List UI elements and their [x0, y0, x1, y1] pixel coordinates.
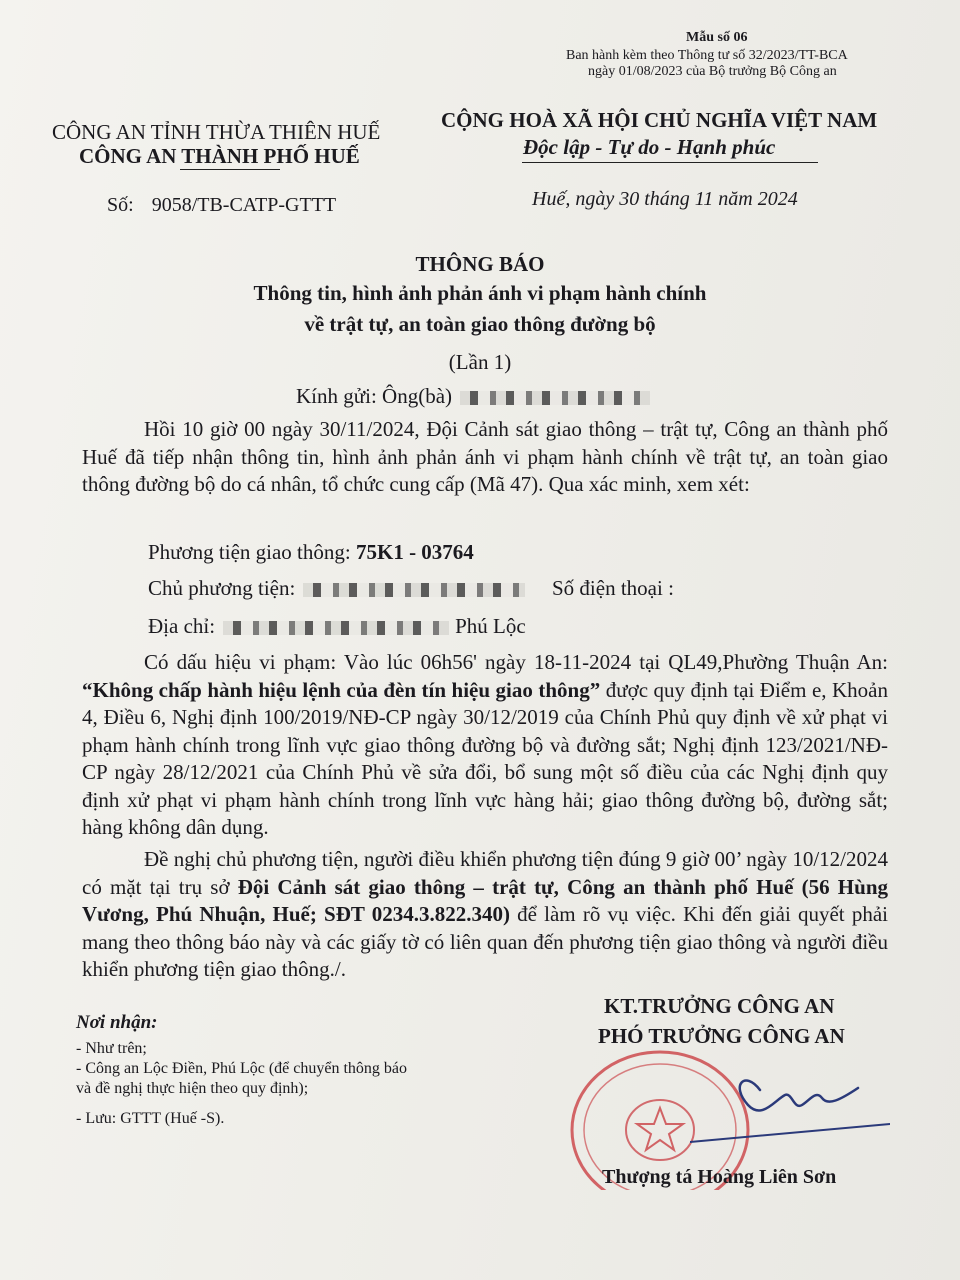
recipient-item: và đề nghị thực hiện theo quy định); [76, 1080, 309, 1097]
redacted-name-block [460, 391, 650, 405]
agency-unit: CÔNG AN THÀNH PHỐ HUẾ [79, 144, 360, 168]
owner-line [148, 576, 525, 601]
notice-subtitle-1: Thông tin, hình ảnh phản ánh vi phạm hành chính [253, 281, 707, 305]
signer-name: Thượng tá Hoàng Liên Sơn [602, 1166, 837, 1188]
vehicle-plate: 75K1 - 03764 [355, 540, 474, 564]
handwritten-signature [690, 1060, 890, 1150]
agency-underline [180, 169, 280, 170]
form-issued-line2: ngày 01/08/2023 của Bộ trưởng Bộ Công an [588, 64, 837, 79]
owner-label: Chủ phương tiện: [148, 576, 296, 600]
request-office: Đội Cảnh sát giao thông – trật tự, Công an thành phố Huế (56 Hùng Vương, Phú Nhuận, Huế; SĐT 0234.3.822.340) [82, 874, 888, 926]
notice-title: THÔNG BÁO [415, 252, 545, 276]
address-label: Địa chỉ: [148, 614, 216, 638]
addressee-line [296, 384, 650, 409]
redacted-address-block [223, 621, 449, 635]
nation-name: CỘNG HOÀ XÃ HỘI CHỦ NGHĨA VIỆT NAM [441, 108, 878, 132]
form-issued-line1: Ban hành kèm theo Thông tư số 32/2023/TT-BCA [566, 48, 848, 63]
vehicle-line [148, 540, 474, 565]
notice-count: (Lần 1) [448, 350, 512, 374]
motto-underline [522, 162, 818, 163]
document-number-value: 9058/TB-CATP-GTTT [151, 194, 337, 216]
recipient-item: - Như trên; [76, 1040, 147, 1057]
place-date: Huế, ngày 30 tháng 11 năm 2024 [532, 188, 798, 210]
phone-label: Số điện thoại : [552, 576, 674, 600]
signature-title-2: PHÓ TRƯỞNG CÔNG AN [598, 1024, 845, 1048]
notice-subtitle-2: về trật tự, an toàn giao thông đường bộ [304, 312, 656, 336]
violation-legal-basis: được quy định tại Điểm e, Khoản 4, Điều 6, Nghị định 100/2019/NĐ-CP ngày 30/12/2019 của Chính Phủ quy định về xử phạt vi phạm hành chính trong lĩnh vực giao thông đường bộ và đường sắt; Nghị định 123/2021/NĐ-CP ngày 28/12/2021 của Chính Phủ về sửa đổi, bổ sung một số điều của các Nghị định quy định xử phạt vi phạm hành chính trong lĩnh vực hàng hải; giao thông đường bộ, đường sắt; hàng không dân dụng. [82, 677, 888, 839]
document-number-label: Số: [107, 194, 134, 216]
recipient-item: - Công an Lộc Điền, Phú Lộc (để chuyển thông báo [76, 1060, 408, 1077]
recipient-item: - Lưu: GTTT (Huế -S). [76, 1110, 225, 1127]
request-intro: Đề nghị chủ phương tiện, người điều khiển phương tiện đúng 9 giờ 00’ ngày 10/12/2024 có mặt tại trụ sở [82, 847, 888, 899]
paragraph-receipt: Hồi 10 giờ 00 ngày 30/11/2024, Đội Cảnh sát giao thông – trật tự, Công an thành phố Huế đã tiếp nhận thông tin, hình ảnh phản ánh vi phạm hành chính về trật tự, an toàn giao thông đường bộ do cá nhân, tổ chức cung cấp (Mã 47). Qua xác minh, xem xét: [82, 417, 888, 496]
violation-description: “Không chấp hành hiệu lệnh của đèn tín hiệu giao thông” [82, 677, 601, 702]
signature-title-1: KT.TRƯỞNG CÔNG AN [604, 994, 835, 1018]
paragraph-request [82, 846, 888, 984]
agency-parent: CÔNG AN TỈNH THỪA THIÊN HUẾ [52, 120, 381, 144]
address-line [148, 614, 526, 639]
redacted-owner-block [303, 583, 525, 597]
violation-intro: Có dấu hiệu vi phạm: Vào lúc 06h56' ngày 18-11-2024 tại QL49,Phường Thuận An: [144, 650, 888, 674]
address-visible-part: Phú Lộc [455, 614, 526, 638]
recipients-title: Nơi nhận: [76, 1012, 158, 1033]
document-number [107, 194, 336, 217]
form-number: Mẫu số 06 [686, 30, 748, 45]
nation-motto: Độc lập - Tự do - Hạnh phúc [523, 135, 776, 159]
addressee-label: Kính gửi: Ông(bà) [296, 384, 453, 408]
paragraph-violation [82, 649, 888, 842]
vehicle-label: Phương tiện giao thông: [148, 540, 351, 564]
request-instructions: để làm rõ vụ việc. Khi đến giải quyết phải mang theo thông báo này và các giấy tờ có liên quan đến phương tiện giao thông và người điều khiển phương tiện giao thông./. [82, 902, 888, 981]
